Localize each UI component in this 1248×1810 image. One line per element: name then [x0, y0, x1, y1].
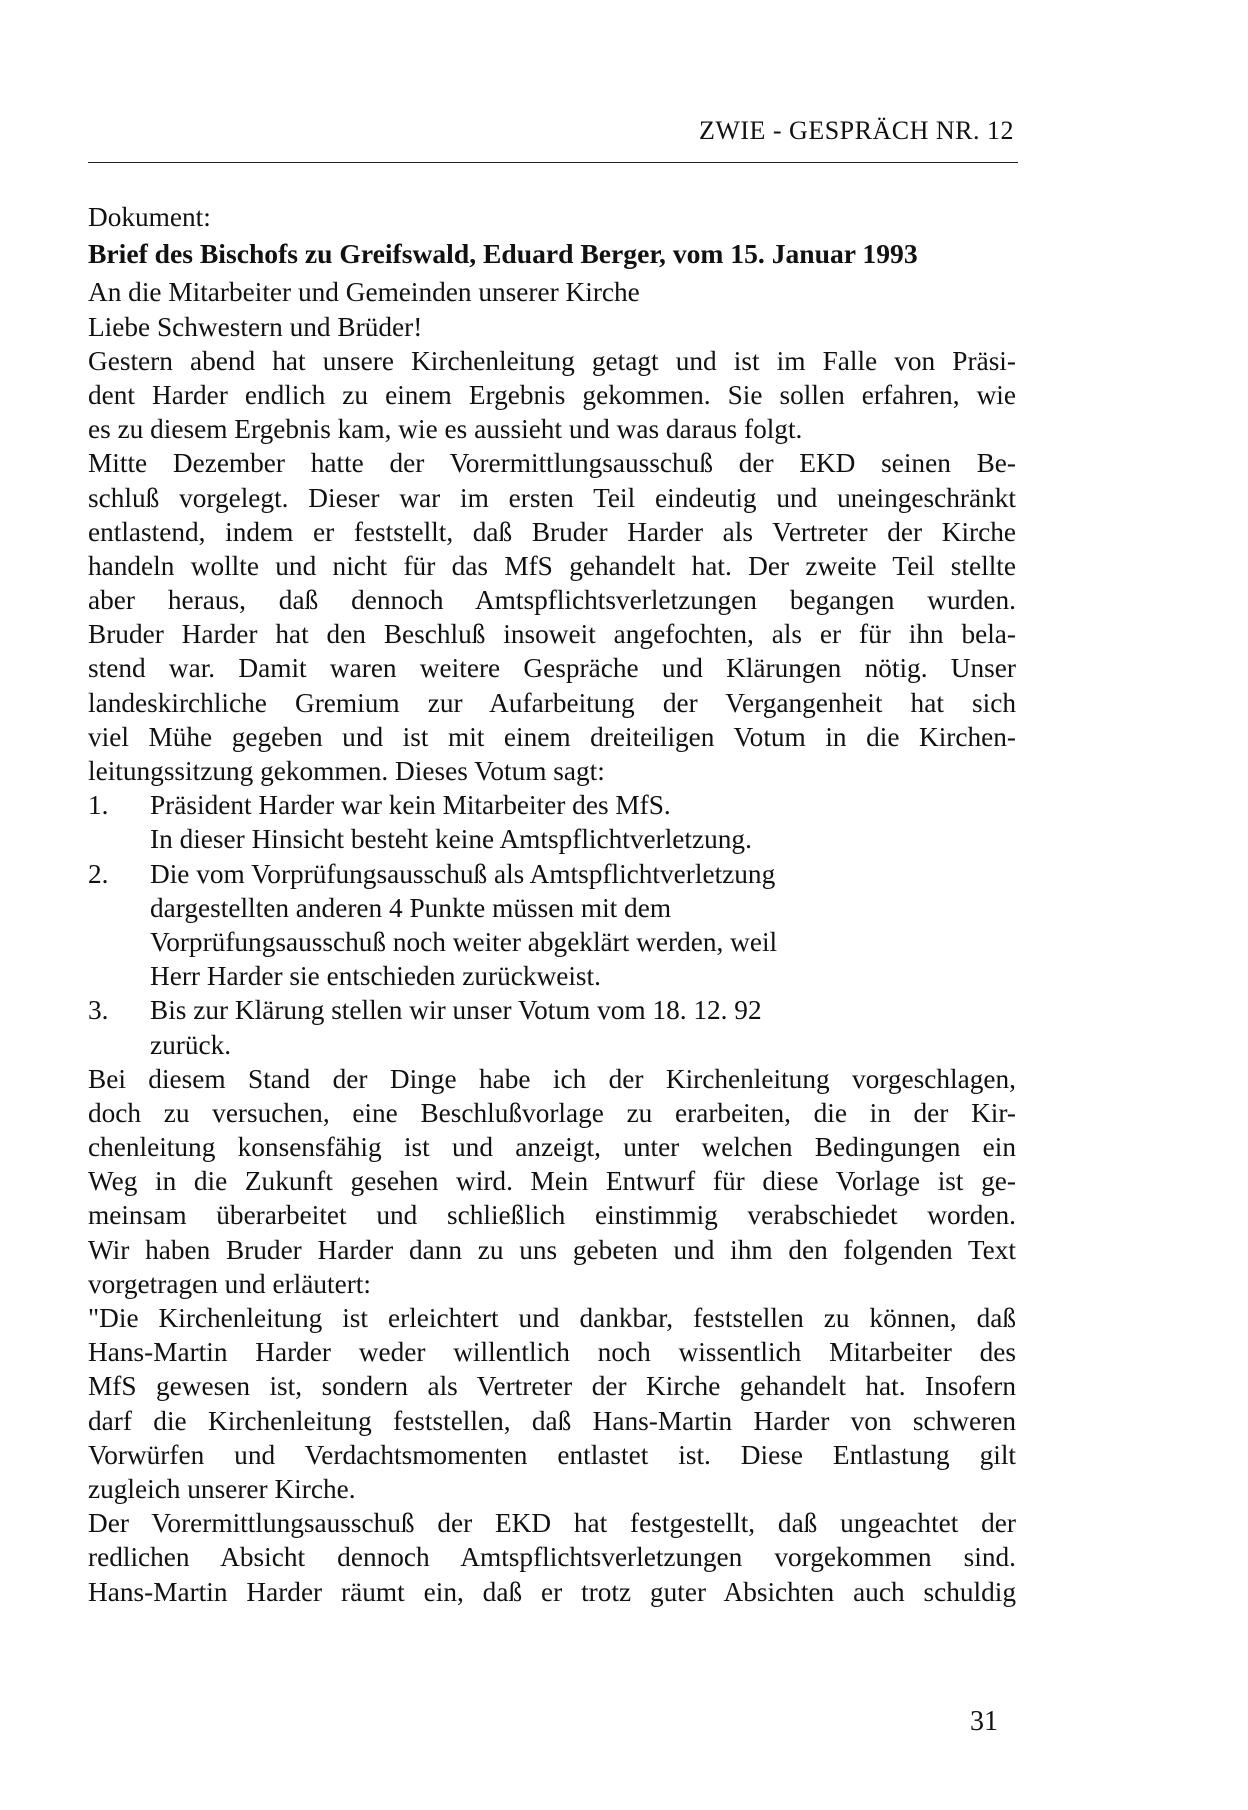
list-text: Herr Harder sie entschieden zurückweist.: [150, 961, 601, 992]
text-line: Vorwürfen und Verdachtsmomenten entlastet ist. Diese Entlastung gilt: [88, 1439, 1016, 1470]
document-body: [88, 200, 1016, 1609]
text-line: Mitte Dezember hatte der Vorermittlungsausschuß der EKD seinen Be-: [88, 448, 1016, 479]
paragraph-2: [88, 446, 1016, 788]
paragraph-1: [88, 344, 1016, 447]
list-text: zurück.: [150, 1029, 232, 1060]
list-item-line: [88, 788, 1016, 822]
text-line: Der Vorermittlungsausschuß der EKD hat festgestellt, daß ungeachtet der: [88, 1508, 1016, 1539]
text-line: Gestern abend hat unsere Kirchenleitung getagt und ist im Falle von Präsi-: [88, 345, 1016, 376]
list-text: In dieser Hinsicht besteht keine Amtspflichtverletzung.: [150, 824, 752, 855]
text-line: Bei diesem Stand der Dinge habe ich der Kirchenleitung vorgeschlagen,: [88, 1063, 1016, 1094]
text-line: handeln wollte und nicht für das MfS gehandelt hat. Der zweite Teil stellte: [88, 550, 1016, 581]
text-line: landeskirchliche Gremium zur Aufarbeitung der Vergangenheit hat sich: [88, 687, 1016, 718]
letter-salutation: Liebe Schwestern und Brüder!: [88, 311, 423, 342]
text-line: darf die Kirchenleitung feststellen, daß Hans-Martin Harder von schweren: [88, 1405, 1016, 1436]
paragraph-3: [88, 1062, 1016, 1301]
votum-item-1: [88, 788, 1016, 856]
running-header: ZWIE - GESPRÄCH NR. 12: [698, 116, 1014, 145]
list-text: Vorprüfungsausschuß noch weiter abgeklärt werden, weil: [150, 926, 778, 957]
text-line: aber heraus, daß dennoch Amtspflichtsverletzungen begangen wurden.: [88, 585, 1016, 616]
letter-address: An die Mitarbeiter und Gemeinden unserer Kirche: [88, 277, 640, 308]
text-line: stend war. Damit waren weitere Gespräche und Klärungen nötig. Unser: [88, 653, 1016, 684]
list-number: 2.: [88, 858, 109, 889]
header-rule: [88, 162, 1018, 163]
text-line: Hans-Martin Harder weder willentlich noch wissentlich Mitarbeiter des: [88, 1337, 1016, 1368]
text-line: chenleitung konsensfähig ist und anzeigt, unter welchen Bedingungen ein: [88, 1132, 1016, 1163]
list-item-line: [88, 993, 1016, 1027]
list-text: Die vom Vorprüfungsausschuß als Amtspflichtverletzung: [150, 858, 776, 889]
page-number: 31: [970, 1706, 998, 1737]
votum-item-2: [88, 857, 1016, 994]
list-number: 3.: [88, 995, 109, 1026]
text-line: "Die Kirchenleitung ist erleichtert und dankbar, feststellen zu können, daß: [88, 1303, 1016, 1333]
text-line: meinsam überarbeitet und schließlich einstimmig verabschiedet worden.: [88, 1200, 1016, 1231]
text-line: redlichen Absicht dennoch Amtspflichtsverletzungen vorgekommen sind.: [88, 1542, 1016, 1573]
text-line: dent Harder endlich zu einem Ergebnis gekommen. Sie sollen erfahren, wie: [88, 379, 1016, 410]
text-line: entlastend, indem er feststellt, daß Bruder Harder als Vertreter der Kirche: [88, 516, 1016, 547]
text-line: Bruder Harder hat den Beschluß insoweit angefochten, als er für ihn bela-: [88, 619, 1016, 650]
list-number: 1.: [88, 790, 109, 821]
document-title: Brief des Bischofs zu Greifswald, Eduard Berger, vom 15. Januar 1993: [88, 238, 918, 270]
document-label: Dokument:: [88, 202, 211, 232]
text-line: schluß vorgelegt. Dieser war im ersten Teil eindeutig und uneingeschränkt: [88, 482, 1016, 513]
text-line: Wir haben Bruder Harder dann zu uns gebeten und ihm den folgenden Text: [88, 1234, 1016, 1265]
text-line: viel Mühe gegeben und ist mit einem dreiteiligen Votum in die Kirchen-: [88, 721, 1016, 752]
text-line: MfS gewesen ist, sondern als Vertreter der Kirche gehandelt hat. Insofern: [88, 1371, 1016, 1402]
list-item-line: [88, 857, 1016, 891]
list-text: Präsident Harder war kein Mitarbeiter des MfS.: [150, 790, 671, 821]
text-line: doch zu versuchen, eine Beschlußvorlage zu erarbeiten, die in der Kir-: [88, 1097, 1016, 1128]
text-line: Weg in die Zukunft gesehen wird. Mein Entwurf für diese Vorlage ist ge-: [88, 1166, 1016, 1197]
paragraph-5: [88, 1506, 1016, 1609]
votum-item-3: [88, 993, 1016, 1061]
text-line: vorgetragen und erläutert:: [88, 1268, 371, 1299]
text-line: Hans-Martin Harder räumt ein, daß er trotz guter Absichten auch schuldig: [88, 1576, 1016, 1607]
text-line: leitungssitzung gekommen. Dieses Votum sagt:: [88, 756, 605, 786]
paragraph-4: [88, 1301, 1016, 1506]
text-line: zugleich unserer Kirche.: [88, 1473, 356, 1504]
list-text: dargestellten anderen 4 Punkte müssen mit dem: [150, 892, 672, 923]
text-line: es zu diesem Ergebnis kam, wie es aussieht und was daraus folgt.: [88, 414, 803, 445]
votum-list: [88, 788, 1016, 1062]
list-text: Bis zur Klärung stellen wir unser Votum vom 18. 12. 92: [150, 995, 762, 1026]
